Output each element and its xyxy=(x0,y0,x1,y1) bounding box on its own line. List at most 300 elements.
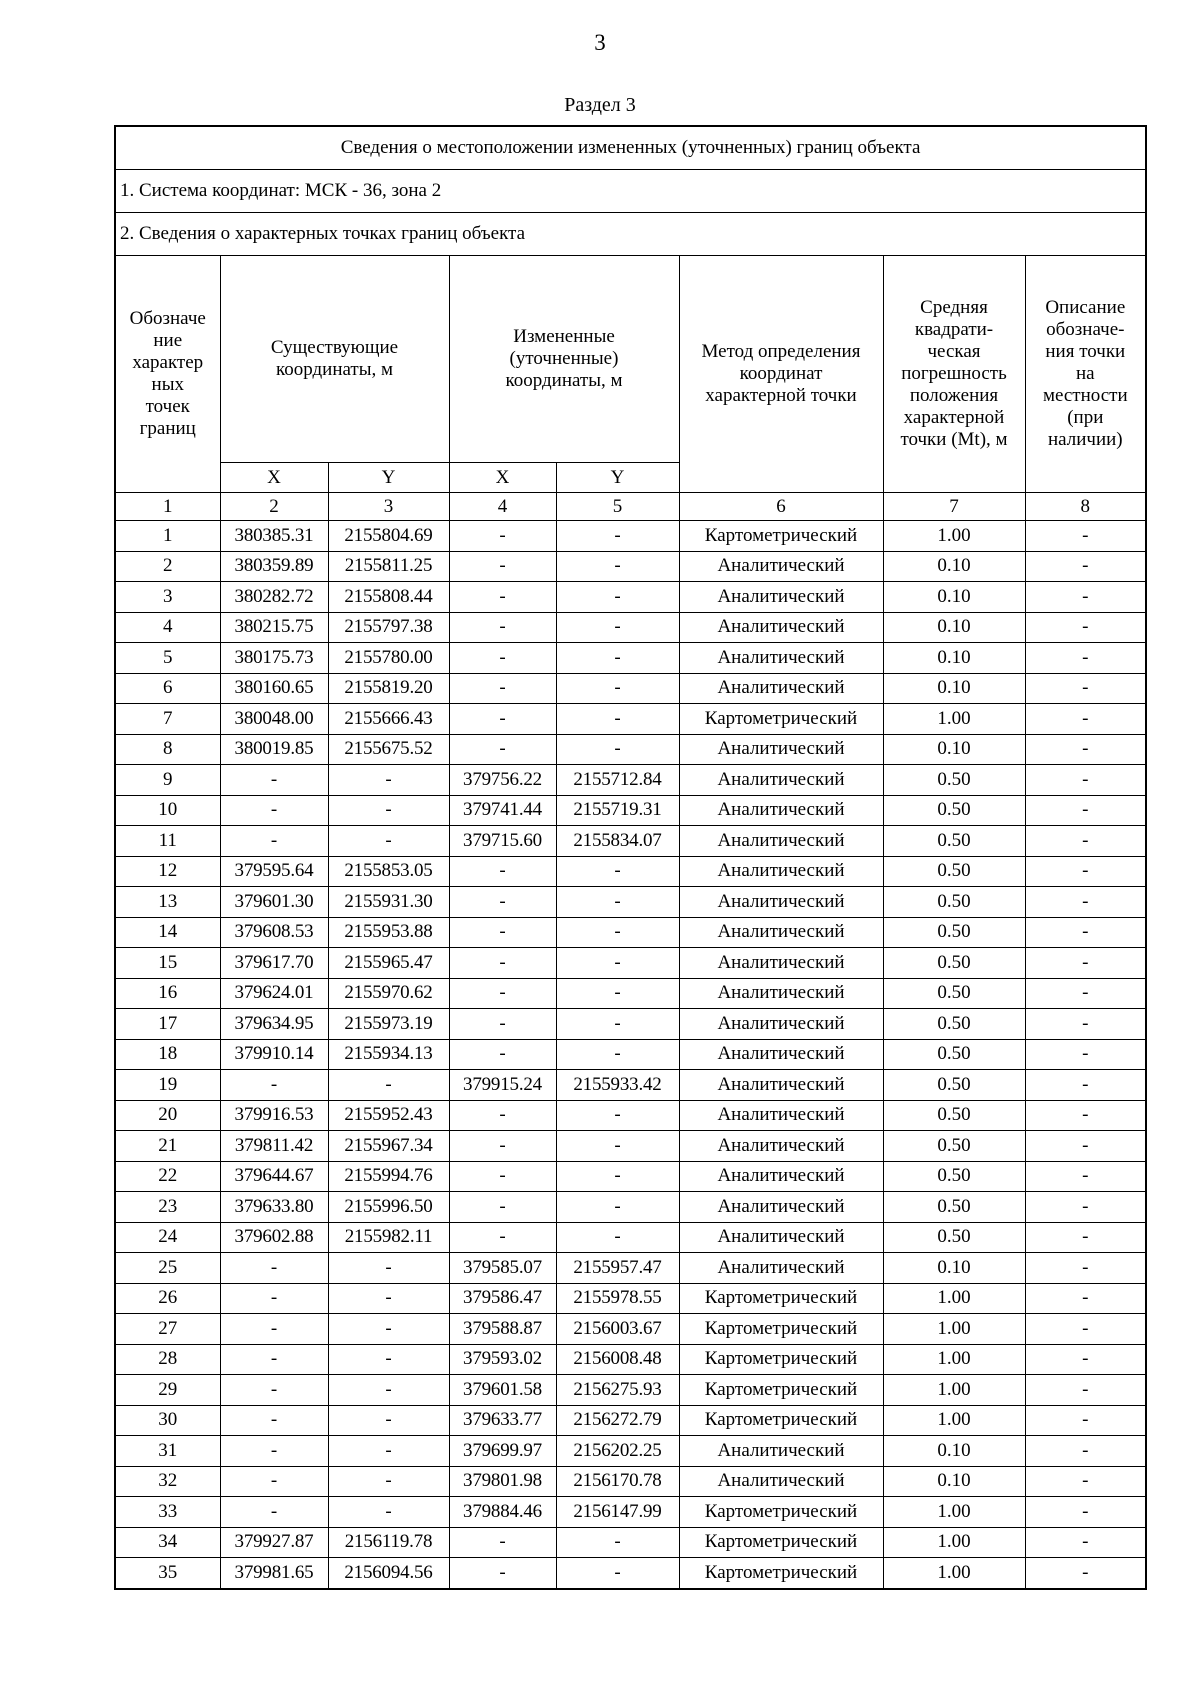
table-row xyxy=(115,1405,1146,1436)
cell-existing-y: 2155811.25 xyxy=(328,551,449,582)
cell-existing-x: 379981.65 xyxy=(220,1558,328,1589)
cell-error: 0.50 xyxy=(883,1039,1025,1070)
cell-point-number: 32 xyxy=(115,1466,220,1497)
cell-changed-y: - xyxy=(556,612,679,643)
cell-error: 1.00 xyxy=(883,1344,1025,1375)
cell-method: Картометрический xyxy=(679,1405,883,1436)
cell-existing-x: 379916.53 xyxy=(220,1100,328,1131)
cell-error: 0.50 xyxy=(883,917,1025,948)
cell-point-number: 6 xyxy=(115,673,220,704)
table-row xyxy=(115,978,1146,1009)
cell-changed-y: 2155834.07 xyxy=(556,826,679,857)
table-row xyxy=(115,1131,1146,1162)
cell-changed-x: 379601.58 xyxy=(449,1375,556,1406)
cell-method: Аналитический xyxy=(679,1253,883,1284)
cell-existing-x: 380048.00 xyxy=(220,704,328,735)
cell-description: - xyxy=(1025,704,1146,735)
cell-method: Картометрический xyxy=(679,1344,883,1375)
cell-changed-y: 2156170.78 xyxy=(556,1466,679,1497)
cell-method: Аналитический xyxy=(679,612,883,643)
table-row xyxy=(115,704,1146,735)
cell-description: - xyxy=(1025,1527,1146,1558)
cell-existing-x: - xyxy=(220,1344,328,1375)
cell-changed-x: - xyxy=(449,1100,556,1131)
cell-existing-y: 2155994.76 xyxy=(328,1161,449,1192)
cell-existing-x: 379595.64 xyxy=(220,856,328,887)
table-row xyxy=(115,643,1146,674)
cell-existing-y: 2155675.52 xyxy=(328,734,449,765)
header-changed-coordinates: Измененные (уточненные) координаты, м xyxy=(449,256,679,463)
cell-existing-y: - xyxy=(328,1375,449,1406)
cell-existing-y: 2155996.50 xyxy=(328,1192,449,1223)
cell-changed-x: 379756.22 xyxy=(449,765,556,796)
cell-error: 0.50 xyxy=(883,978,1025,1009)
cell-method: Картометрический xyxy=(679,1558,883,1589)
cell-description: - xyxy=(1025,1436,1146,1467)
table-row xyxy=(115,1558,1146,1589)
cell-changed-x: - xyxy=(449,673,556,704)
cell-existing-x: 380160.65 xyxy=(220,673,328,704)
cell-point-number: 29 xyxy=(115,1375,220,1406)
table-row xyxy=(115,917,1146,948)
cell-point-number: 18 xyxy=(115,1039,220,1070)
cell-existing-y: - xyxy=(328,1405,449,1436)
cell-existing-x: 379624.01 xyxy=(220,978,328,1009)
cell-changed-x: - xyxy=(449,612,556,643)
cell-existing-y: 2155666.43 xyxy=(328,704,449,735)
cell-existing-x: 379634.95 xyxy=(220,1009,328,1040)
cell-error: 1.00 xyxy=(883,704,1025,735)
cell-description: - xyxy=(1025,673,1146,704)
cell-method: Аналитический xyxy=(679,643,883,674)
cell-point-number: 3 xyxy=(115,582,220,613)
cell-existing-x: 379608.53 xyxy=(220,917,328,948)
table-row xyxy=(115,673,1146,704)
cell-description: - xyxy=(1025,1222,1146,1253)
cell-changed-y: - xyxy=(556,1039,679,1070)
cell-changed-y: - xyxy=(556,1131,679,1162)
cell-description: - xyxy=(1025,1161,1146,1192)
table-body xyxy=(115,521,1146,1589)
cell-existing-y: - xyxy=(328,1466,449,1497)
cell-changed-y: 2155719.31 xyxy=(556,795,679,826)
header-changed-y: Y xyxy=(556,463,679,493)
cell-description: - xyxy=(1025,1375,1146,1406)
cell-point-number: 33 xyxy=(115,1497,220,1528)
table-row xyxy=(115,856,1146,887)
cell-changed-y: - xyxy=(556,887,679,918)
cell-existing-x: 379602.88 xyxy=(220,1222,328,1253)
table-row xyxy=(115,1527,1146,1558)
cell-changed-y: - xyxy=(556,704,679,735)
cell-point-number: 25 xyxy=(115,1253,220,1284)
cell-changed-y: 2155978.55 xyxy=(556,1283,679,1314)
cell-changed-x: - xyxy=(449,1222,556,1253)
cell-description: - xyxy=(1025,551,1146,582)
cell-description: - xyxy=(1025,521,1146,552)
table-row xyxy=(115,1314,1146,1345)
cell-changed-y: - xyxy=(556,1192,679,1223)
cell-point-number: 22 xyxy=(115,1161,220,1192)
cell-description: - xyxy=(1025,1558,1146,1589)
column-number: 7 xyxy=(883,493,1025,521)
cell-existing-y: - xyxy=(328,1070,449,1101)
cell-existing-y: 2155982.11 xyxy=(328,1222,449,1253)
cell-description: - xyxy=(1025,826,1146,857)
cell-changed-x: - xyxy=(449,917,556,948)
cell-changed-y: - xyxy=(556,673,679,704)
cell-changed-y: - xyxy=(556,1100,679,1131)
cell-existing-x: - xyxy=(220,1253,328,1284)
cell-description: - xyxy=(1025,582,1146,613)
table-row xyxy=(115,1161,1146,1192)
cell-existing-y: 2155797.38 xyxy=(328,612,449,643)
table-row xyxy=(115,1222,1146,1253)
cell-method: Аналитический xyxy=(679,1222,883,1253)
column-number: 8 xyxy=(1025,493,1146,521)
cell-description: - xyxy=(1025,887,1146,918)
cell-point-number: 34 xyxy=(115,1527,220,1558)
cell-changed-x: - xyxy=(449,887,556,918)
table-row xyxy=(115,826,1146,857)
cell-changed-y: - xyxy=(556,551,679,582)
section-label: Раздел 3 xyxy=(564,94,636,116)
cell-changed-y: - xyxy=(556,1161,679,1192)
column-number: 6 xyxy=(679,493,883,521)
cell-method: Аналитический xyxy=(679,978,883,1009)
cell-changed-y: - xyxy=(556,643,679,674)
cell-changed-y: - xyxy=(556,948,679,979)
table-row xyxy=(115,887,1146,918)
cell-point-number: 16 xyxy=(115,978,220,1009)
cell-error: 0.10 xyxy=(883,643,1025,674)
cell-error: 1.00 xyxy=(883,1405,1025,1436)
cell-existing-y: - xyxy=(328,795,449,826)
cell-existing-y: 2155931.30 xyxy=(328,887,449,918)
cell-method: Аналитический xyxy=(679,1009,883,1040)
cell-description: - xyxy=(1025,1405,1146,1436)
cell-existing-y: 2155780.00 xyxy=(328,643,449,674)
cell-existing-y: 2156119.78 xyxy=(328,1527,449,1558)
cell-changed-x: 379915.24 xyxy=(449,1070,556,1101)
cell-point-number: 12 xyxy=(115,856,220,887)
cell-changed-y: - xyxy=(556,521,679,552)
cell-method: Аналитический xyxy=(679,582,883,613)
cell-error: 1.00 xyxy=(883,1497,1025,1528)
table-row xyxy=(115,1466,1146,1497)
cell-method: Аналитический xyxy=(679,917,883,948)
cell-existing-x: 379633.80 xyxy=(220,1192,328,1223)
cell-method: Аналитический xyxy=(679,551,883,582)
cell-existing-y: 2155934.13 xyxy=(328,1039,449,1070)
cell-method: Аналитический xyxy=(679,1161,883,1192)
points-info: 2. Сведения о характерных точках границ объекта xyxy=(115,213,1146,256)
cell-method: Аналитический xyxy=(679,1100,883,1131)
cell-existing-y: 2155970.62 xyxy=(328,978,449,1009)
cell-method: Картометрический xyxy=(679,1283,883,1314)
cell-point-number: 19 xyxy=(115,1070,220,1101)
cell-existing-x: - xyxy=(220,1497,328,1528)
cell-method: Аналитический xyxy=(679,1436,883,1467)
cell-description: - xyxy=(1025,1192,1146,1223)
cell-description: - xyxy=(1025,1283,1146,1314)
table-row xyxy=(115,551,1146,582)
cell-changed-y: - xyxy=(556,978,679,1009)
cell-description: - xyxy=(1025,1131,1146,1162)
cell-existing-y: 2155952.43 xyxy=(328,1100,449,1131)
cell-method: Аналитический xyxy=(679,1466,883,1497)
cell-error: 0.10 xyxy=(883,734,1025,765)
cell-existing-x: 380175.73 xyxy=(220,643,328,674)
cell-changed-x: - xyxy=(449,1558,556,1589)
cell-existing-y: - xyxy=(328,1283,449,1314)
cell-error: 0.50 xyxy=(883,1131,1025,1162)
cell-method: Картометрический xyxy=(679,1497,883,1528)
cell-error: 1.00 xyxy=(883,521,1025,552)
cell-existing-y: - xyxy=(328,1497,449,1528)
cell-error: 0.50 xyxy=(883,795,1025,826)
cell-description: - xyxy=(1025,1466,1146,1497)
cell-changed-y: - xyxy=(556,1009,679,1040)
cell-method: Аналитический xyxy=(679,673,883,704)
cell-existing-y: 2155819.20 xyxy=(328,673,449,704)
cell-existing-x: 380385.31 xyxy=(220,521,328,552)
cell-description: - xyxy=(1025,856,1146,887)
cell-existing-x: - xyxy=(220,1070,328,1101)
cell-point-number: 27 xyxy=(115,1314,220,1345)
cell-point-number: 4 xyxy=(115,612,220,643)
cell-changed-x: - xyxy=(449,1131,556,1162)
cell-description: - xyxy=(1025,1497,1146,1528)
header-description: Описание обозначе- ния точки на местности (при наличии) xyxy=(1025,256,1146,493)
cell-changed-y: 2156003.67 xyxy=(556,1314,679,1345)
cell-changed-y: 2156272.79 xyxy=(556,1405,679,1436)
cell-existing-x: - xyxy=(220,765,328,796)
cell-changed-y: 2156147.99 xyxy=(556,1497,679,1528)
cell-existing-x: 380282.72 xyxy=(220,582,328,613)
cell-method: Аналитический xyxy=(679,1070,883,1101)
cell-description: - xyxy=(1025,1100,1146,1131)
column-number: 5 xyxy=(556,493,679,521)
table-row xyxy=(115,765,1146,796)
cell-existing-y: 2155953.88 xyxy=(328,917,449,948)
cell-changed-y: 2156008.48 xyxy=(556,1344,679,1375)
cell-existing-y: - xyxy=(328,1436,449,1467)
cell-point-number: 5 xyxy=(115,643,220,674)
header-method: Метод определения координат характерной точки xyxy=(679,256,883,493)
cell-changed-x: - xyxy=(449,948,556,979)
cell-error: 0.50 xyxy=(883,1192,1025,1223)
table-title: Сведения о местоположении измененных (уточненных) границ объекта xyxy=(115,126,1146,170)
cell-existing-y: 2156094.56 xyxy=(328,1558,449,1589)
cell-changed-x: 379585.07 xyxy=(449,1253,556,1284)
cell-existing-x: 380359.89 xyxy=(220,551,328,582)
cell-existing-y: - xyxy=(328,765,449,796)
cell-changed-x: - xyxy=(449,734,556,765)
header-existing-x: X xyxy=(220,463,328,493)
coordinate-system: 1. Система координат: МСК - 36, зона 2 xyxy=(115,170,1146,213)
cell-error: 0.50 xyxy=(883,765,1025,796)
cell-point-number: 17 xyxy=(115,1009,220,1040)
cell-method: Аналитический xyxy=(679,826,883,857)
header-error: Средняя квадрати- ческая погрешность положения характерной точки (Mt), м xyxy=(883,256,1025,493)
cell-existing-y: 2155965.47 xyxy=(328,948,449,979)
table-row xyxy=(115,612,1146,643)
cell-point-number: 14 xyxy=(115,917,220,948)
cell-changed-x: 379715.60 xyxy=(449,826,556,857)
cell-description: - xyxy=(1025,1314,1146,1345)
cell-existing-x: - xyxy=(220,826,328,857)
cell-point-number: 9 xyxy=(115,765,220,796)
cell-method: Аналитический xyxy=(679,734,883,765)
cell-changed-y: 2155957.47 xyxy=(556,1253,679,1284)
cell-point-number: 11 xyxy=(115,826,220,857)
cell-error: 1.00 xyxy=(883,1375,1025,1406)
cell-point-number: 13 xyxy=(115,887,220,918)
header-designation: Обозначе ние характер ных точек границ xyxy=(115,256,220,493)
cell-changed-x: - xyxy=(449,704,556,735)
cell-changed-x: - xyxy=(449,582,556,613)
cell-existing-x: 379601.30 xyxy=(220,887,328,918)
cell-point-number: 35 xyxy=(115,1558,220,1589)
cell-changed-x: - xyxy=(449,1161,556,1192)
table-row xyxy=(115,1009,1146,1040)
cell-description: - xyxy=(1025,1253,1146,1284)
cell-existing-x: - xyxy=(220,1436,328,1467)
cell-error: 0.50 xyxy=(883,1009,1025,1040)
cell-point-number: 15 xyxy=(115,948,220,979)
cell-changed-x: 379801.98 xyxy=(449,1466,556,1497)
cell-description: - xyxy=(1025,1070,1146,1101)
cell-method: Картометрический xyxy=(679,1527,883,1558)
cell-existing-x: - xyxy=(220,1283,328,1314)
cell-changed-y: - xyxy=(556,1222,679,1253)
cell-existing-y: 2155973.19 xyxy=(328,1009,449,1040)
cell-error: 0.50 xyxy=(883,856,1025,887)
header-existing-coordinates: Существующие координаты, м xyxy=(220,256,449,463)
cell-error: 0.50 xyxy=(883,826,1025,857)
cell-error: 0.10 xyxy=(883,551,1025,582)
table-row xyxy=(115,795,1146,826)
cell-existing-y: 2155804.69 xyxy=(328,521,449,552)
column-number: 2 xyxy=(220,493,328,521)
cell-point-number: 30 xyxy=(115,1405,220,1436)
cell-method: Картометрический xyxy=(679,1375,883,1406)
cell-changed-y: - xyxy=(556,1527,679,1558)
table-row xyxy=(115,1436,1146,1467)
cell-error: 0.10 xyxy=(883,1466,1025,1497)
cell-error: 0.50 xyxy=(883,1161,1025,1192)
cell-changed-x: - xyxy=(449,1039,556,1070)
cell-method: Аналитический xyxy=(679,948,883,979)
cell-existing-y: - xyxy=(328,1344,449,1375)
cell-existing-y: 2155853.05 xyxy=(328,856,449,887)
cell-point-number: 2 xyxy=(115,551,220,582)
cell-point-number: 10 xyxy=(115,795,220,826)
cell-description: - xyxy=(1025,643,1146,674)
cell-method: Картометрический xyxy=(679,521,883,552)
cell-point-number: 31 xyxy=(115,1436,220,1467)
table-row xyxy=(115,948,1146,979)
cell-changed-y: - xyxy=(556,1558,679,1589)
cell-changed-x: 379588.87 xyxy=(449,1314,556,1345)
cell-point-number: 28 xyxy=(115,1344,220,1375)
boundary-points-table xyxy=(114,125,1147,1590)
cell-existing-x: 380019.85 xyxy=(220,734,328,765)
cell-description: - xyxy=(1025,1344,1146,1375)
column-number: 3 xyxy=(328,493,449,521)
cell-error: 1.00 xyxy=(883,1283,1025,1314)
table-row xyxy=(115,1253,1146,1284)
cell-changed-x: 379633.77 xyxy=(449,1405,556,1436)
cell-point-number: 8 xyxy=(115,734,220,765)
cell-changed-x: - xyxy=(449,1527,556,1558)
cell-error: 1.00 xyxy=(883,1558,1025,1589)
cell-changed-y: 2155712.84 xyxy=(556,765,679,796)
cell-changed-y: 2156275.93 xyxy=(556,1375,679,1406)
table-row xyxy=(115,1375,1146,1406)
cell-description: - xyxy=(1025,795,1146,826)
header-changed-x: X xyxy=(449,463,556,493)
cell-existing-y: 2155808.44 xyxy=(328,582,449,613)
cell-existing-y: - xyxy=(328,1253,449,1284)
cell-changed-x: - xyxy=(449,1009,556,1040)
cell-description: - xyxy=(1025,1009,1146,1040)
table-row xyxy=(115,1283,1146,1314)
column-number: 4 xyxy=(449,493,556,521)
cell-error: 0.50 xyxy=(883,1100,1025,1131)
cell-error: 0.50 xyxy=(883,1070,1025,1101)
table-row xyxy=(115,1039,1146,1070)
cell-changed-y: - xyxy=(556,856,679,887)
cell-existing-x: - xyxy=(220,795,328,826)
cell-error: 0.10 xyxy=(883,673,1025,704)
cell-changed-x: - xyxy=(449,551,556,582)
cell-method: Аналитический xyxy=(679,765,883,796)
cell-changed-x: 379586.47 xyxy=(449,1283,556,1314)
cell-point-number: 1 xyxy=(115,521,220,552)
cell-existing-x: 379811.42 xyxy=(220,1131,328,1162)
cell-method: Картометрический xyxy=(679,1314,883,1345)
cell-error: 0.10 xyxy=(883,1436,1025,1467)
cell-description: - xyxy=(1025,1039,1146,1070)
cell-existing-x: - xyxy=(220,1405,328,1436)
cell-method: Аналитический xyxy=(679,887,883,918)
cell-existing-y: - xyxy=(328,1314,449,1345)
cell-description: - xyxy=(1025,734,1146,765)
cell-existing-y: - xyxy=(328,826,449,857)
cell-changed-x: 379884.46 xyxy=(449,1497,556,1528)
cell-description: - xyxy=(1025,917,1146,948)
cell-existing-x: 379644.67 xyxy=(220,1161,328,1192)
cell-existing-x: 380215.75 xyxy=(220,612,328,643)
cell-changed-y: - xyxy=(556,917,679,948)
cell-changed-x: - xyxy=(449,856,556,887)
cell-method: Аналитический xyxy=(679,1192,883,1223)
table-row xyxy=(115,1070,1146,1101)
cell-changed-x: - xyxy=(449,521,556,552)
cell-existing-x: - xyxy=(220,1375,328,1406)
cell-method: Аналитический xyxy=(679,795,883,826)
cell-error: 0.50 xyxy=(883,887,1025,918)
cell-description: - xyxy=(1025,765,1146,796)
cell-changed-x: 379593.02 xyxy=(449,1344,556,1375)
cell-point-number: 21 xyxy=(115,1131,220,1162)
table-row xyxy=(115,1344,1146,1375)
cell-description: - xyxy=(1025,612,1146,643)
cell-error: 0.50 xyxy=(883,1222,1025,1253)
cell-changed-x: - xyxy=(449,978,556,1009)
